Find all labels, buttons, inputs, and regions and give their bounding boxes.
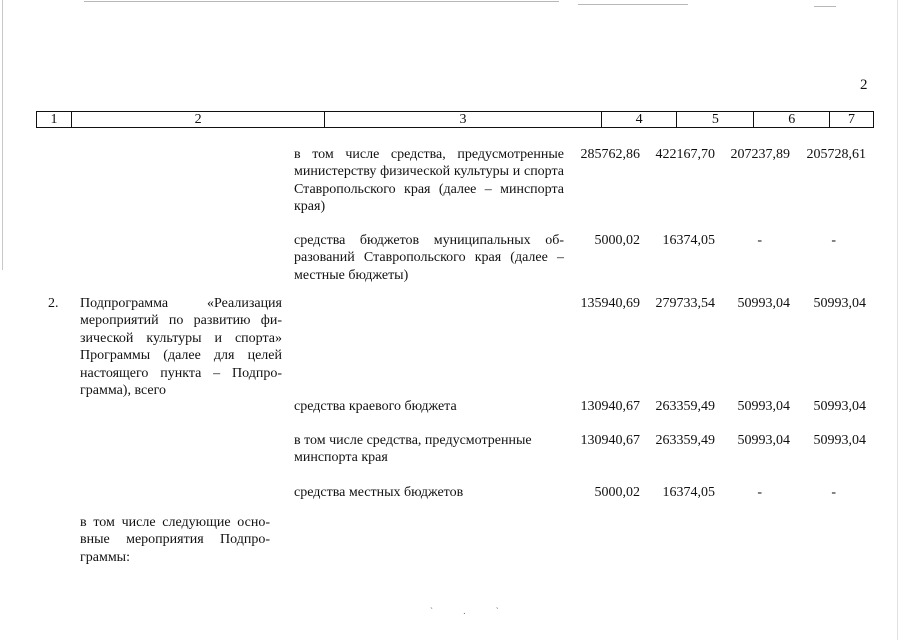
- row-number-cell: 2.: [48, 296, 59, 311]
- scan-specks: ` . `: [430, 606, 513, 616]
- value-cell-col4: 130940,67: [580, 399, 640, 414]
- value-cell-col5: 16374,05: [662, 485, 715, 500]
- value-cell-col7: 205728,61: [806, 147, 866, 162]
- scan-artifact-edge: [2, 0, 3, 270]
- scan-artifact-line: [578, 4, 688, 5]
- value-cell-col6: 50993,04: [737, 433, 790, 448]
- header-cell: 3: [325, 112, 601, 127]
- funding-source-cell: в том числе средства, предусмотренные министерству физической культуры и спорта Ставропольского края (далее – минспорта края): [294, 147, 564, 215]
- funding-source-cell: средства краевого бюджета: [294, 399, 457, 414]
- value-cell-col5: 279733,54: [655, 296, 715, 311]
- page-number: 2: [860, 77, 868, 93]
- header-cell: 7: [848, 112, 856, 127]
- value-cell-col7: 50993,04: [813, 433, 866, 448]
- value-cell-col6: -: [757, 485, 762, 500]
- header-cell: 4: [602, 112, 678, 127]
- program-name-cell: в том числе следующие осно-вные мероприятия Подпро-граммы:: [80, 515, 270, 565]
- value-cell-col6: -: [757, 233, 762, 248]
- header-cell: 1: [37, 112, 72, 127]
- header-cell: 2: [72, 112, 325, 127]
- value-cell-col5: 263359,49: [655, 433, 715, 448]
- value-cell-col7: -: [831, 485, 836, 500]
- scan-artifact-line: [84, 1, 559, 2]
- value-cell-col4: 5000,02: [594, 485, 640, 500]
- value-cell-col6: 50993,04: [737, 296, 790, 311]
- value-cell-col6: 50993,04: [737, 399, 790, 414]
- value-cell-col5: 16374,05: [662, 233, 715, 248]
- value-cell-col5: 422167,70: [655, 147, 715, 162]
- value-cell-col7: 50993,04: [813, 399, 866, 414]
- funding-source-cell: средства бюджетов муниципальных об-разований Ставропольского края (далее – местные бюджеты): [294, 233, 564, 283]
- value-cell-col4: 135940,69: [580, 296, 640, 311]
- program-name-cell: Подпрограмма «Реализация мероприятий по развитию фи-зической культуры и спорта» Программы (далее для целей настоящего пункта – Подпро-грамма), всего: [80, 296, 282, 399]
- header-cell: 5: [677, 112, 754, 127]
- table-header-row: [36, 111, 874, 128]
- value-cell-col7: -: [831, 233, 836, 248]
- scan-artifact-edge: [897, 0, 898, 640]
- value-cell-col4: 285762,86: [580, 147, 640, 162]
- value-cell-col4: 5000,02: [594, 233, 640, 248]
- value-cell-col6: 207237,89: [730, 147, 790, 162]
- scan-artifact-line: [814, 6, 836, 7]
- funding-source-cell: средства местных бюджетов: [294, 485, 464, 500]
- value-cell-col4: 130940,67: [580, 433, 640, 448]
- value-cell-col5: 263359,49: [655, 399, 715, 414]
- header-cell: 6: [754, 112, 830, 127]
- funding-source-cell: в том числе средства, предусмотренные минспорта края: [294, 433, 532, 466]
- value-cell-col7: 50993,04: [813, 296, 866, 311]
